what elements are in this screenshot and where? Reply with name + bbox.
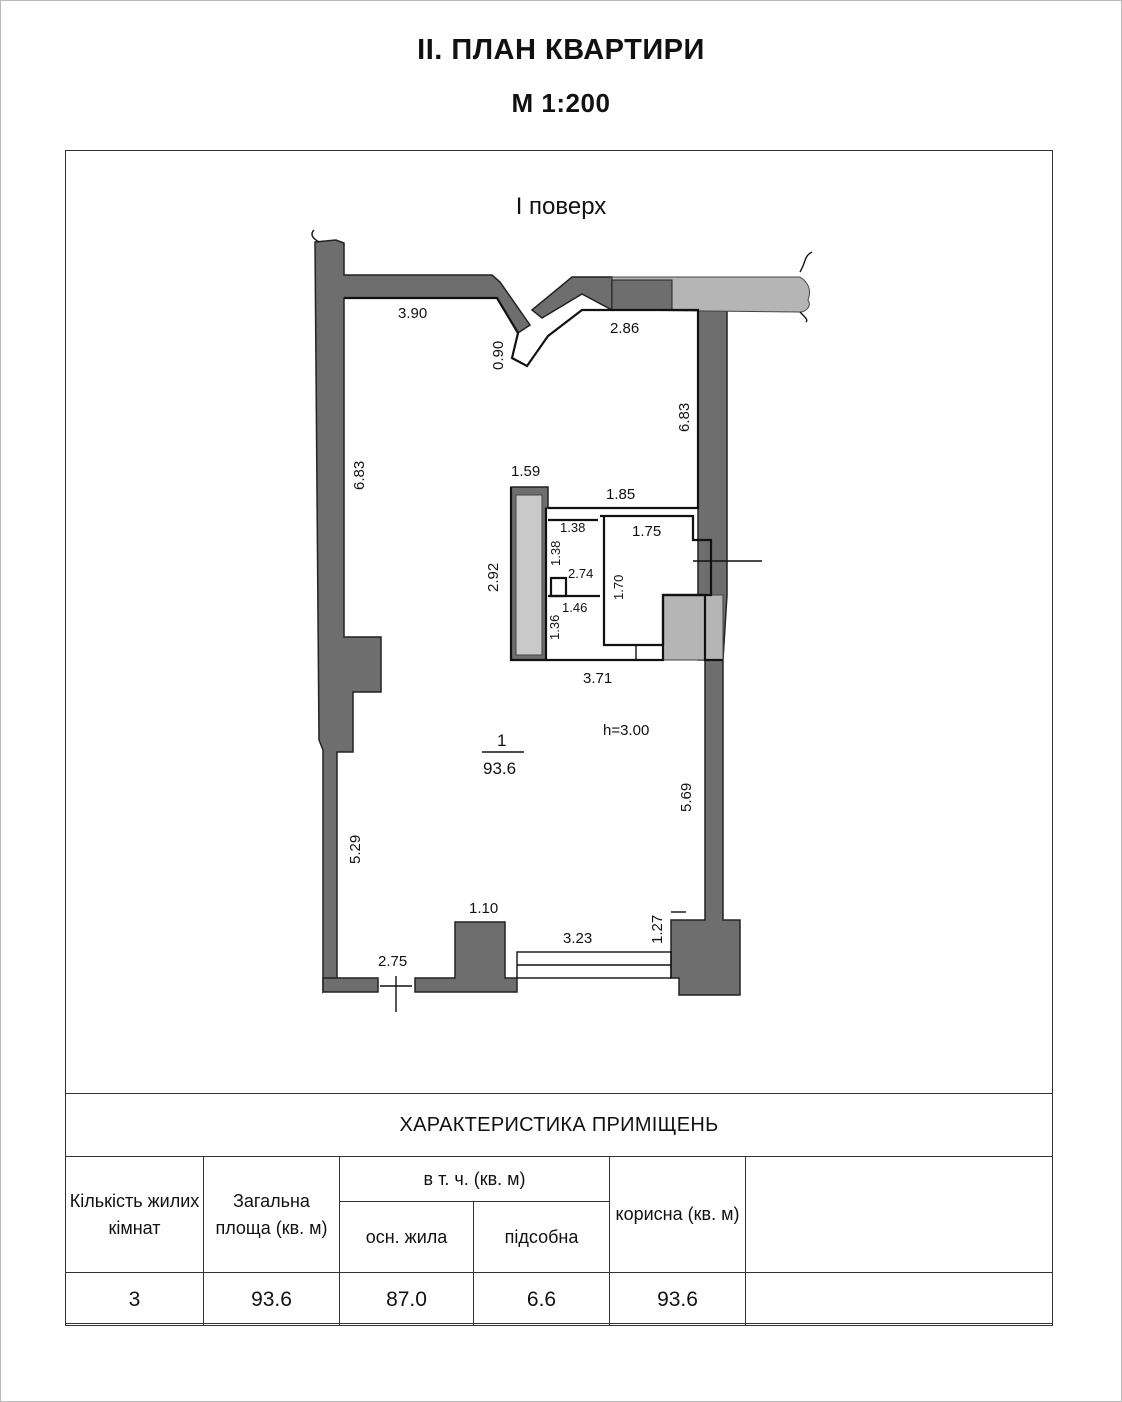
value-useful: 93.6 [610, 1273, 746, 1326]
room-number: 1 [497, 731, 507, 750]
dim-block-height: 2.92 [485, 562, 502, 592]
header-rooms: Кількість жилих кімнат [66, 1157, 204, 1273]
dim-block-bottom: 3.71 [583, 670, 613, 687]
dim-bath-top: 1.38 [560, 520, 586, 535]
header-useful: корисна (кв. м) [610, 1157, 746, 1273]
dim-wc-height: 1.36 [547, 614, 562, 640]
value-auxiliary: 6.6 [474, 1273, 610, 1326]
table-row [66, 1273, 1053, 1326]
header-empty [746, 1157, 1053, 1273]
value-rooms: 3 [66, 1273, 204, 1326]
floor-label: І поверх [515, 193, 607, 220]
dim-right-upper: 6.83 [676, 402, 693, 432]
ceiling-height: h=3.00 [603, 722, 650, 739]
dim-bath-side: 1.38 [548, 540, 563, 566]
dim-closet-width: 1.75 [632, 523, 662, 540]
dim-top-right-wall: 2.86 [610, 320, 640, 337]
document-title: II. ПЛАН КВАРТИРИ [417, 34, 705, 66]
bath-fixture [551, 578, 566, 596]
room-area: 93.6 [483, 759, 517, 778]
header-living: осн. жила [340, 1202, 474, 1273]
dim-block-top: 1.59 [511, 463, 541, 480]
dim-right-lower: 5.69 [678, 782, 695, 812]
characteristics-table [65, 1093, 1053, 1326]
dim-bath-mid: 2.74 [568, 566, 594, 581]
dim-pier: 1.10 [469, 900, 499, 917]
value-total-area: 93.6 [204, 1273, 340, 1326]
dim-closet-height: 1.70 [611, 574, 626, 600]
left-wall-break [312, 230, 319, 242]
closet-side-panel [663, 595, 723, 660]
header-total-area: Загальна площа (кв. м) [204, 1157, 340, 1273]
dim-top-left-wall: 3.90 [398, 305, 428, 322]
table-title: ХАРАКТЕРИСТИКА ПРИМІЩЕНЬ [66, 1094, 1053, 1157]
dim-left-lower: 5.29 [347, 834, 364, 864]
header-auxiliary: підсобна [474, 1202, 610, 1273]
header-including: в т. ч. (кв. м) [340, 1157, 610, 1202]
dim-block-right-top: 1.85 [606, 486, 636, 503]
value-empty [746, 1273, 1053, 1326]
document-scale: М 1:200 [511, 88, 611, 118]
balcony-edge-top [800, 252, 812, 272]
top-right-wall [532, 277, 612, 318]
dim-right-pier: 1.27 [649, 914, 666, 944]
dim-left-upper: 6.83 [351, 460, 368, 490]
bath-inner-panel [516, 495, 542, 655]
balcony-edge-bottom [800, 312, 807, 322]
bottom-left-wall [323, 978, 378, 992]
dim-window: 3.23 [563, 930, 593, 947]
bottom-mid-wall [415, 922, 517, 992]
value-living: 87.0 [340, 1273, 474, 1326]
top-dark-segment [612, 280, 672, 310]
dim-entrance: 2.75 [378, 953, 408, 970]
dim-wc-width: 1.46 [562, 600, 588, 615]
dim-door-angle: 0.90 [490, 340, 507, 370]
